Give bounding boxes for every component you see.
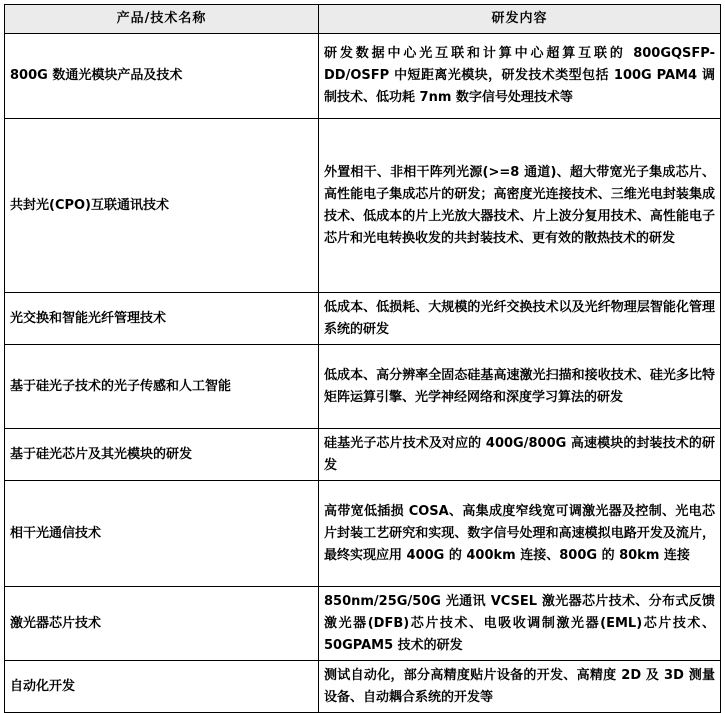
product-name-cell: 自动化开发 [5, 661, 319, 713]
table-row [5, 119, 721, 293]
table-row [5, 345, 721, 429]
table-header-row [5, 5, 721, 34]
table-row [5, 293, 721, 345]
header-rd-content: 研发内容 [319, 5, 721, 34]
rd-content-cell: 测试自动化，部分高精度贴片设备的开发、高精度 2D 及 3D 测量设备、自动耦合系统的开发等 [319, 661, 721, 713]
rd-content-cell: 低成本、高分辨率全固态硅基高速激光扫描和接收技术、硅光多比特矩阵运算引擎、光学神经网络和深度学习算法的研发 [319, 345, 721, 429]
rd-content-cell: 低成本、低损耗、大规模的光纤交换技术以及光纤物理层智能化管理系统的研发 [319, 293, 721, 345]
table-row [5, 587, 721, 661]
document-page [4, 4, 720, 713]
product-name-cell: 基于硅光芯片及其光模块的研发 [5, 429, 319, 481]
rd-content-cell: 850nm/25G/50G 光通讯 VCSEL 激光器芯片技术、分布式反馈激光器(DFB)芯片技术、电吸收调制激光器(EML)芯片技术、50GPAM5 技术的研发 [319, 587, 721, 661]
product-name-cell: 光交换和智能光纤管理技术 [5, 293, 319, 345]
rd-table [4, 4, 721, 713]
table-row [5, 34, 721, 119]
product-name-cell: 相干光通信技术 [5, 481, 319, 587]
table-row [5, 429, 721, 481]
product-name-cell: 激光器芯片技术 [5, 587, 319, 661]
table-row [5, 661, 721, 713]
product-name-cell: 800G 数通光模块产品及技术 [5, 34, 319, 119]
rd-content-cell: 高带宽低插损 COSA、高集成度窄线宽可调激光器及控制、光电芯片封装工艺研究和实现、数字信号处理和高速模拟电路开发及流片，最终实现应用 400G 的 400km 连接、800G 的 80km 连接 [319, 481, 721, 587]
table-row [5, 481, 721, 587]
rd-content-cell: 外置相干、非相干阵列光源(>=8 通道)、超大带宽光子集成芯片、高性能电子集成芯片的研发；高密度光连接技术、三维光电封装集成技术、低成本的片上光放大器技术、片上波分复用技术、高性能电子芯片和光电转换收发的共封装技术、更有效的散热技术的研发 [319, 119, 721, 293]
header-product-name: 产品/技术名称 [5, 5, 319, 34]
rd-content-cell: 硅基光子芯片技术及对应的 400G/800G 高速模块的封装技术的研发 [319, 429, 721, 481]
rd-content-cell: 研发数据中心光互联和计算中心超算互联的 800GQSFP-DD/OSFP 中短距离光模块，研发技术类型包括 100G PAM4 调制技术、低功耗 7nm 数字信号处理技术等 [319, 34, 721, 119]
product-name-cell: 基于硅光子技术的光子传感和人工智能 [5, 345, 319, 429]
product-name-cell: 共封光(CPO)互联通讯技术 [5, 119, 319, 293]
